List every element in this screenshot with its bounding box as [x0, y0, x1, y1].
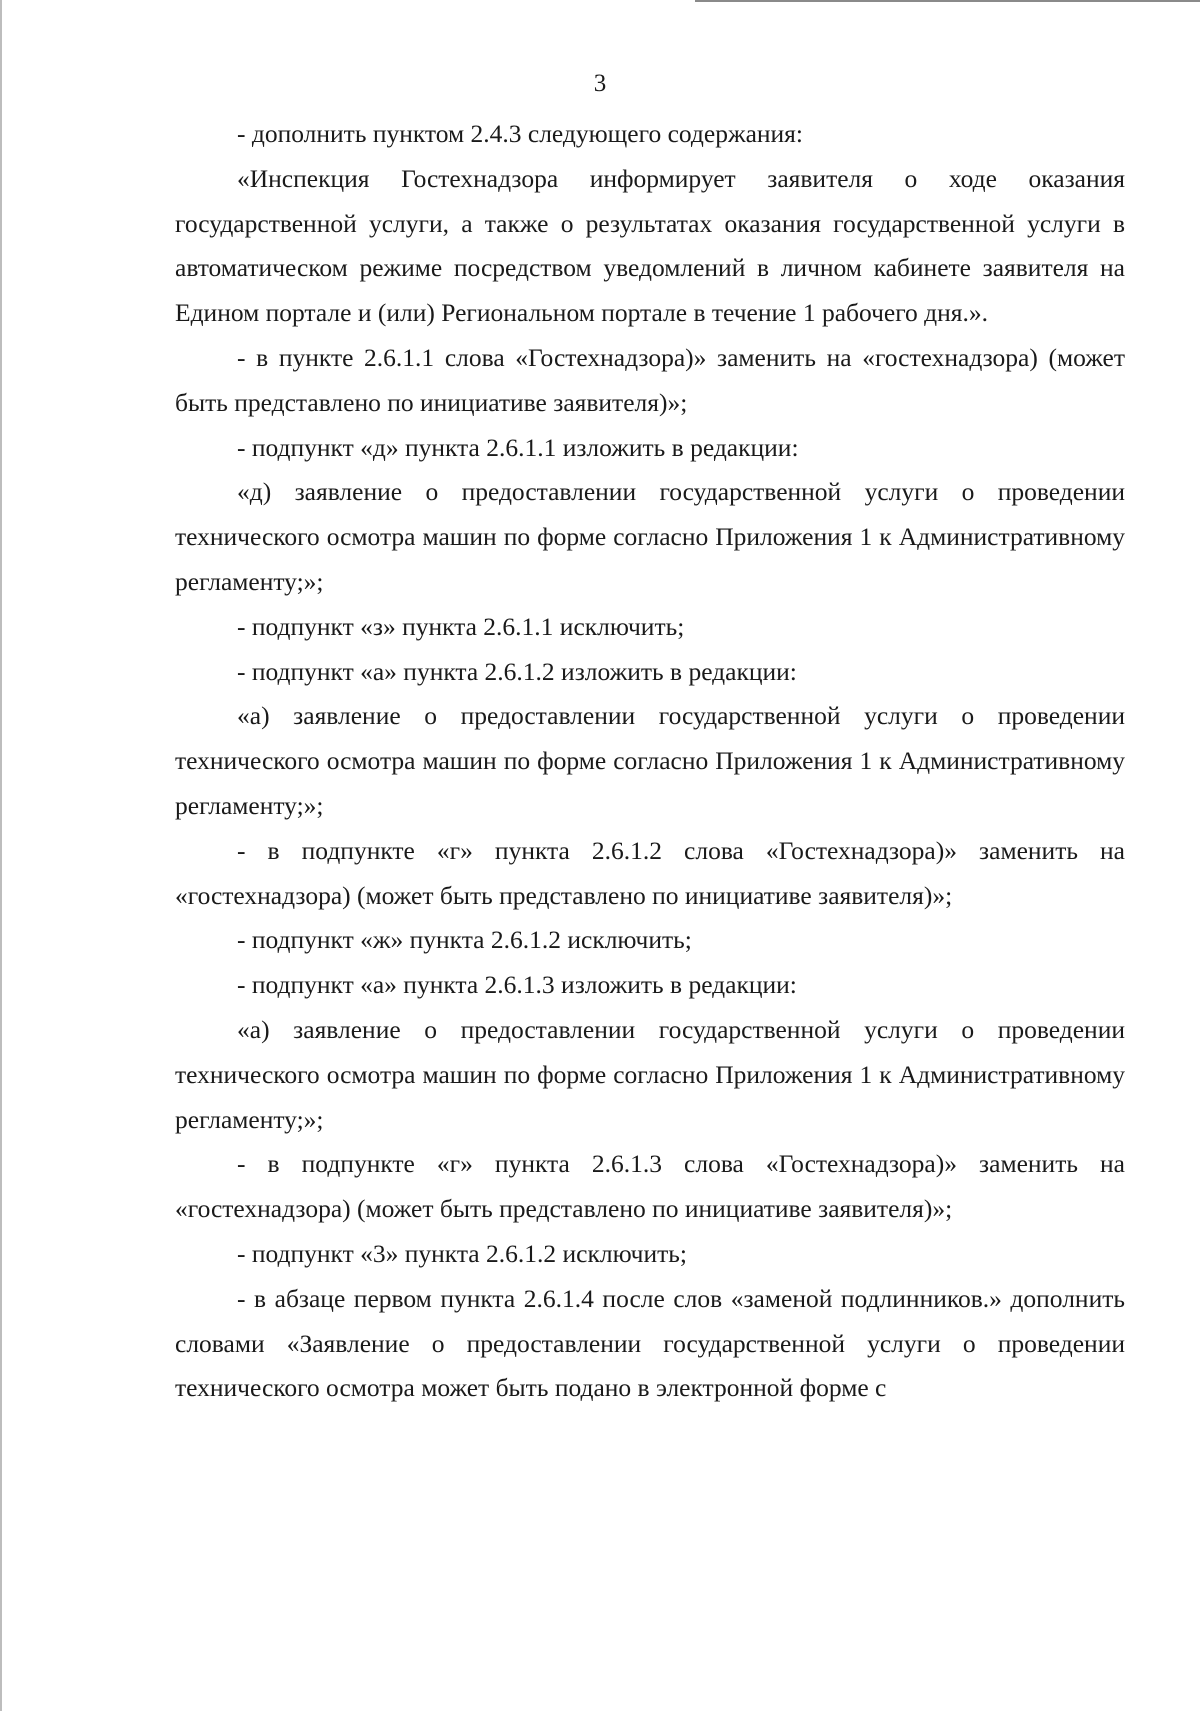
scan-edge-top	[695, 0, 1200, 2]
document-body	[175, 112, 1125, 1411]
paragraph: - дополнить пунктом 2.4.3 следующего содержания:	[237, 119, 803, 148]
paragraph: «а) заявление о предоставлении государственной услуги о проведении технического осмотра машин по форме согласно Приложения 1 к Административному регламенту;»;	[175, 701, 1125, 820]
paragraph: - подпункт «з» пункта 2.6.1.1 исключить;	[237, 611, 685, 641]
paragraph: - подпункт «3» пункта 2.6.1.2 исключить;	[237, 1238, 687, 1268]
paragraph: - в подпункте «г» пункта 2.6.1.2 слова «Гостехнадзора)» заменить на «гостехнадзора) (может быть представлено по инициативе заявителя)»;	[175, 835, 1125, 910]
paragraph: - подпункт «д» пункта 2.6.1.1 изложить в редакции:	[237, 432, 799, 462]
paragraph: - подпункт «ж» пункта 2.6.1.2 исключить;	[237, 925, 692, 955]
paragraph: «а) заявление о предоставлении государственной услуги о проведении технического осмотра машин по форме согласно Приложения 1 к Административному регламенту;»;	[175, 1014, 1125, 1134]
paragraph: - подпункт «а» пункта 2.6.1.3 изложить в редакции:	[237, 970, 797, 1000]
paragraph: «Инспекция Гостехнадзора информирует заявителя о ходе оказания государственной услуги, а также о результатах оказания государственной услуги в автоматическом режиме посредством уведомлений в личном кабинете заявителя на Едином портале и (или) Региональном портале в течение 1 рабочего дня.».	[175, 163, 1125, 328]
paragraph: - в подпункте «г» пункта 2.6.1.3 слова «Гостехнадзора)» заменить на «гостехнадзора) (может быть представлено по инициативе заявителя)»;	[175, 1149, 1125, 1224]
paragraph: - в абзаце первом пункта 2.6.1.4 после слов «заменой подлинников.» дополнить словами «Заявление о предоставлении государственной услуги о проведении технического осмотра может быть подано в электронной форме с	[175, 1283, 1125, 1403]
paragraph: - подпункт «а» пункта 2.6.1.2 изложить в редакции:	[237, 656, 797, 686]
scan-edge-left	[0, 0, 2, 1711]
page-number: 3	[593, 70, 607, 97]
paragraph: «д) заявление о предоставлении государственной услуги о проведении технического осмотра машин по форме согласно Приложения 1 к Административному регламенту;»;	[175, 477, 1125, 596]
paragraph: - в пункте 2.6.1.1 слова «Гостехнадзора)» заменить на «гостехнадзора) (может быть представлено по инициативе заявителя)»;	[175, 342, 1125, 417]
